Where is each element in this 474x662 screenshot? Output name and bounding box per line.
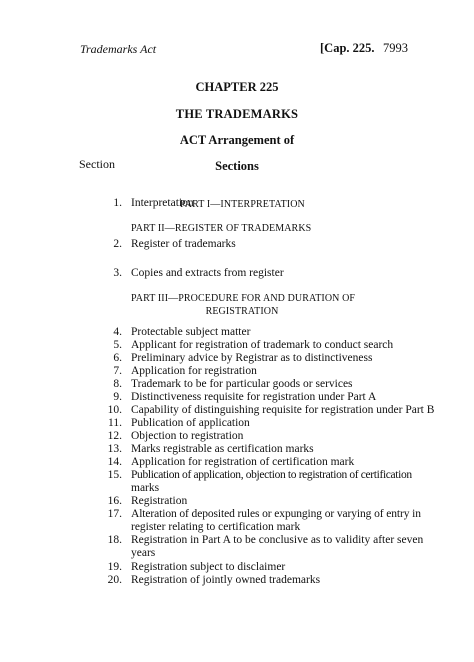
- section-number: 8.: [113, 378, 122, 390]
- section-number: 3.: [113, 267, 122, 279]
- section-title-continued: years: [131, 547, 156, 559]
- chapter-reference: [Cap. 225.: [320, 41, 375, 55]
- section-number: 6.: [113, 352, 122, 364]
- sections-heading: Sections: [215, 159, 259, 173]
- section-number: 14.: [107, 456, 122, 468]
- section-title: Marks registrable as certification marks: [131, 443, 314, 455]
- section-title: Interpretation: [131, 197, 194, 209]
- section-number: 13.: [107, 443, 122, 455]
- section-title: Preliminary advice by Registrar as to distinctiveness: [131, 352, 373, 364]
- section-number: 11.: [108, 417, 122, 429]
- section-title: Objection to registration: [131, 430, 244, 442]
- section-title: Alteration of deposited rules or expunging or varying of entry in: [131, 508, 421, 520]
- section-number: 9.: [113, 391, 122, 403]
- chapter-heading: CHAPTER 225: [195, 80, 279, 94]
- section-number: 15.: [107, 469, 122, 481]
- section-number: 20.: [107, 574, 122, 586]
- section-title: Registration subject to disclaimer: [131, 561, 286, 573]
- arrangement-heading: ACT Arrangement of: [179, 133, 295, 147]
- section-title: Application for registration: [131, 365, 257, 377]
- section-title: Register of trademarks: [131, 238, 236, 250]
- section-number: 17.: [107, 508, 122, 520]
- section-title: Registration: [131, 495, 188, 507]
- section-title: Registration in Part A to be conclusive as to validity after seven: [131, 534, 424, 546]
- section-title: Copies and extracts from register: [131, 267, 284, 279]
- section-title: Registration of jointly owned trademarks: [131, 574, 321, 586]
- section-title: Application for registration of certification mark: [131, 456, 355, 468]
- section-title-continued: register relating to certification mark: [131, 521, 301, 533]
- section-number: 10.: [107, 404, 122, 416]
- section-title: Applicant for registration of trademark to conduct search: [131, 339, 394, 351]
- section-title: Publication of application, objection to registration of certification: [131, 469, 412, 481]
- section-number: 2.: [113, 238, 122, 250]
- part-heading: PART II—REGISTER OF TRADEMARKS: [131, 223, 312, 234]
- section-number: 5.: [113, 339, 122, 351]
- section-number: 7.: [113, 365, 122, 377]
- section-column-label: Section: [79, 157, 115, 171]
- section-title: Distinctiveness requisite for registration under Part A: [131, 391, 377, 403]
- part-heading: PART III—PROCEDURE FOR AND DURATION OF: [131, 293, 356, 304]
- page-number: 7993: [383, 41, 408, 55]
- section-title-continued: marks: [131, 482, 160, 494]
- part-heading-continued: REGISTRATION: [205, 306, 279, 317]
- running-header-title: Trademarks Act: [80, 42, 157, 56]
- section-title: Publication of application: [131, 417, 250, 429]
- section-number: 19.: [107, 561, 122, 573]
- section-title: Trademark to be for particular goods or services: [131, 378, 353, 390]
- section-number: 4.: [113, 326, 122, 338]
- section-number: 16.: [107, 495, 122, 507]
- section-number: 12.: [107, 430, 122, 442]
- section-number: 18.: [107, 534, 122, 546]
- section-number: 1.: [113, 197, 122, 209]
- section-title: Capability of distinguishing requisite for registration under Part B: [131, 404, 435, 416]
- part-heading: PART I—INTERPRETATION: [180, 199, 305, 210]
- section-title: Protectable subject matter: [131, 326, 251, 338]
- act-title: THE TRADEMARKS: [175, 107, 299, 121]
